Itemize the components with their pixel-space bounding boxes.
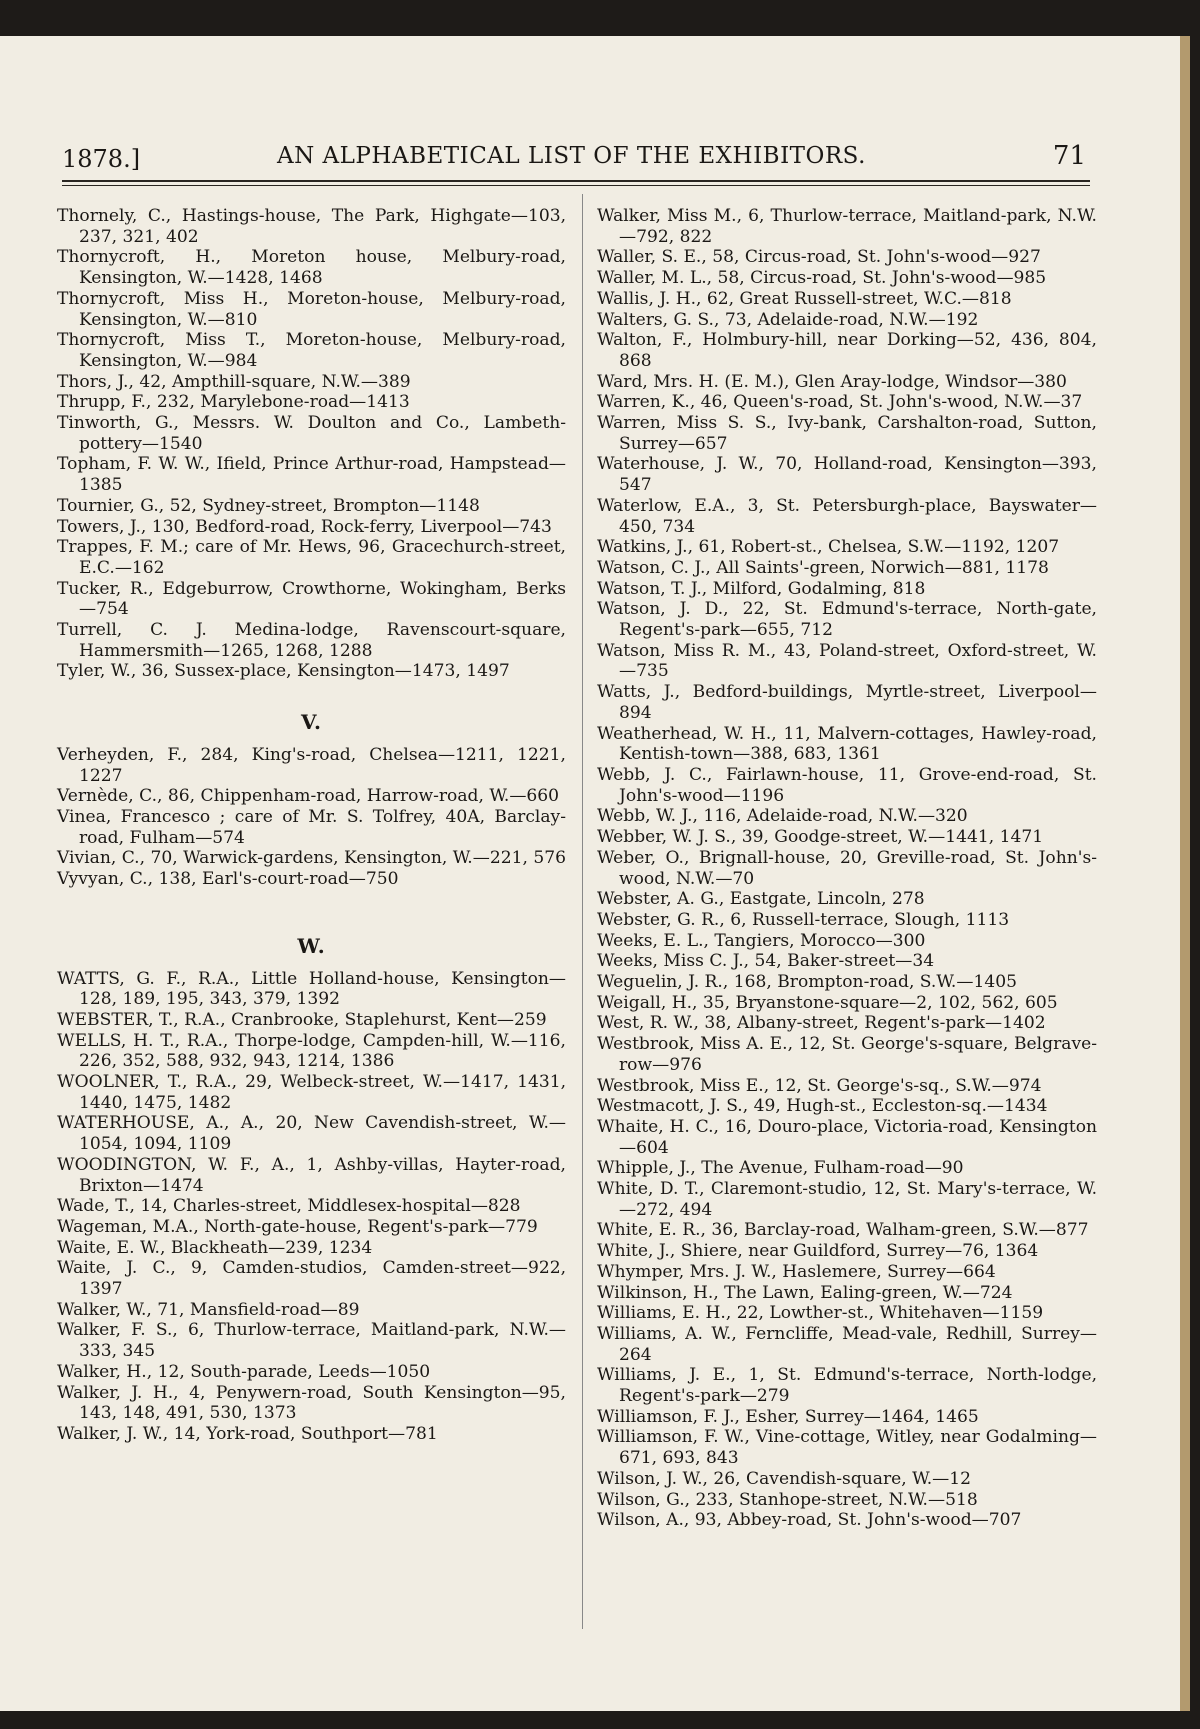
list-item: Watson, C. J., All Saints'-green, Norwich—881, 1178 bbox=[597, 557, 1049, 578]
header-title: AN ALPHABETICAL LIST OF THE EXHIBITORS. bbox=[277, 143, 866, 169]
list-item: Webster, A. G., Eastgate, Lincoln, 278 bbox=[597, 889, 925, 910]
list-item: Waterhouse, J. W., 70, Holland-road, Kensington—393, 547 bbox=[597, 454, 1097, 496]
list-item: WATTS, G. F., R.A., Little Holland-house, Kensington—128, 189, 195, 343, 379, 1392 bbox=[57, 968, 566, 1010]
list-item: Tinworth, G., Messrs. W. Doulton and Co., Lambeth-pottery—1540 bbox=[57, 413, 566, 454]
list-item: Williams, A. W., Ferncliffe, Mead-vale, Redhill, Surrey—264 bbox=[597, 1323, 1097, 1365]
header-rule-thick bbox=[62, 180, 1090, 182]
list-item: Watts, J., Bedford-buildings, Myrtle-street, Liverpool—894 bbox=[597, 682, 1097, 723]
list-item: Warren, Miss S. S., Ivy-bank, Carshalton-road, Sutton, Surrey—657 bbox=[597, 413, 1097, 454]
list-item: Williams, J. E., 1, St. Edmund's-terrace, North-lodge, Regent's-park—279 bbox=[597, 1365, 1097, 1407]
list-item: Thornely, C., Hastings-house, The Park, Highgate—103, 237, 321, 402 bbox=[57, 206, 566, 247]
list-item: Watson, T. J., Milford, Godalming, 818 bbox=[597, 578, 926, 599]
list-item: Warren, K., 46, Queen's-road, St. John's-wood, N.W.—37 bbox=[597, 392, 1083, 413]
list-item: Webber, W. J. S., 39, Goodge-street, W.—1441, 1471 bbox=[597, 827, 1044, 848]
list-item: WELLS, H. T., R.A., Thorpe-lodge, Campden-hill, W.—116, 226, 352, 588, 932, 943, 1214, 1386 bbox=[57, 1030, 566, 1072]
list-item: Williamson, F. W., Vine-cottage, Witley, near Godalming—671, 693, 843 bbox=[597, 1427, 1097, 1469]
list-item: Tyler, W., 36, Sussex-place, Kensington—1473, 1497 bbox=[57, 661, 510, 682]
list-item: Weatherhead, W. H., 11, Malvern-cottages, Hawley-road, Kentish-town—388, 683, 1361 bbox=[597, 723, 1097, 765]
t-entries bbox=[57, 206, 566, 682]
list-item: White, E. R., 36, Barclay-road, Walham-green, S.W.—877 bbox=[597, 1220, 1089, 1241]
list-item: Wilson, J. W., 26, Cavendish-square, W.—12 bbox=[597, 1468, 971, 1489]
list-item: Walker, J. W., 14, York-road, Southport—781 bbox=[57, 1423, 438, 1444]
list-item: WOODINGTON, W. F., A., 1, Ashby-villas, Hayter-road, Brixton—1474 bbox=[57, 1154, 566, 1196]
list-item: Thrupp, F., 232, Marylebone-road—1413 bbox=[57, 392, 410, 413]
list-item: Waite, J. C., 9, Camden-studios, Camden-street—922, 1397 bbox=[57, 1258, 566, 1300]
list-item: Westbrook, Miss A. E., 12, St. George's-square, Belgrave-row—976 bbox=[597, 1034, 1097, 1075]
list-item: Westbrook, Miss E., 12, St. George's-sq., S.W.—974 bbox=[597, 1075, 1042, 1096]
running-header bbox=[62, 137, 1086, 181]
list-item: Tournier, G., 52, Sydney-street, Brompton—1148 bbox=[57, 495, 480, 516]
w-entries bbox=[57, 969, 566, 1445]
list-item: White, J., Shiere, near Guildford, Surrey—76, 1364 bbox=[597, 1241, 1039, 1262]
list-item: WEBSTER, T., R.A., Cranbrooke, Staplehurst, Kent—259 bbox=[57, 1009, 547, 1030]
list-item: Thors, J., 42, Ampthill-square, N.W.—389 bbox=[57, 371, 411, 392]
list-item: Whipple, J., The Avenue, Fulham-road—90 bbox=[597, 1158, 964, 1179]
list-item: Weigall, H., 35, Bryanstone-square—2, 102, 562, 605 bbox=[597, 992, 1058, 1013]
list-item: Tucker, R., Edgeburrow, Crowthorne, Wokingham, Berks—754 bbox=[57, 578, 566, 620]
list-item: Whymper, Mrs. J. W., Haslemere, Surrey—664 bbox=[597, 1261, 996, 1282]
page-number: 71 bbox=[1052, 141, 1086, 171]
list-item: Waller, S. E., 58, Circus-road, St. John's-wood—927 bbox=[597, 247, 1041, 268]
list-item: Weeks, E. L., Tangiers, Morocco—300 bbox=[597, 930, 926, 951]
list-item: Thornycroft, H., Moreton house, Melbury-road, Kensington, W.—1428, 1468 bbox=[57, 247, 566, 289]
list-item: Waller, M. L., 58, Circus-road, St. John's-wood—985 bbox=[597, 268, 1047, 289]
list-item: Wade, T., 14, Charles-street, Middlesex-hospital—828 bbox=[57, 1196, 521, 1217]
list-item: Wilson, A., 93, Abbey-road, St. John's-wood—707 bbox=[597, 1510, 1022, 1531]
list-item: Vinea, Francesco ; care of Mr. S. Tolfrey, 40A, Barclay-road, Fulham—574 bbox=[57, 806, 566, 848]
list-item: Watkins, J., 61, Robert-st., Chelsea, S.W.—1192, 1207 bbox=[597, 537, 1060, 558]
column-divider bbox=[582, 194, 583, 1629]
list-item: Thornycroft, Miss H., Moreton-house, Melbury-road, Kensington, W.—810 bbox=[57, 288, 566, 330]
list-item: Topham, F. W. W., Ifield, Prince Arthur-road, Hampstead—1385 bbox=[57, 454, 566, 496]
list-item: West, R. W., 38, Albany-street, Regent's-park—1402 bbox=[597, 1013, 1046, 1034]
list-item: Walters, G. S., 73, Adelaide-road, N.W.—192 bbox=[597, 309, 979, 330]
left-column bbox=[57, 206, 566, 1445]
list-item: Webb, W. J., 116, Adelaide-road, N.W.—320 bbox=[597, 806, 968, 827]
list-item: Waterlow, E.A., 3, St. Petersburgh-place, Bayswater—450, 734 bbox=[597, 495, 1097, 537]
list-item: White, D. T., Claremont-studio, 12, St. Mary's-terrace, W.—272, 494 bbox=[597, 1179, 1097, 1220]
list-item: Walker, H., 12, South-parade, Leeds—1050 bbox=[57, 1361, 431, 1382]
list-item: Westmacott, J. S., 49, Hugh-st., Eccleston-sq.—1434 bbox=[597, 1096, 1048, 1117]
list-item: WOOLNER, T., R.A., 29, Welbeck-street, W.—1417, 1431, 1440, 1475, 1482 bbox=[57, 1072, 566, 1113]
list-item: Trappes, F. M.; care of Mr. Hews, 96, Gracechurch-street, E.C.—162 bbox=[57, 537, 566, 578]
list-item: Whaite, H. C., 16, Douro-place, Victoria-road, Kensington—604 bbox=[597, 1116, 1097, 1158]
list-item: Williams, E. H., 22, Lowther-st., Whitehaven—1159 bbox=[597, 1303, 1044, 1324]
list-item: WATERHOUSE, A., A., 20, New Cavendish-street, W.—1054, 1094, 1109 bbox=[57, 1113, 566, 1155]
list-item: Towers, J., 130, Bedford-road, Rock-ferry, Liverpool—743 bbox=[57, 516, 552, 537]
list-item: Weber, O., Brignall-house, 20, Greville-road, St. John's-wood, N.W.—70 bbox=[597, 847, 1097, 889]
list-item: Walker, F. S., 6, Thurlow-terrace, Maitland-park, N.W.—333, 345 bbox=[57, 1320, 566, 1362]
list-item: Walker, J. H., 4, Penywern-road, South Kensington—95, 143, 148, 491, 530, 1373 bbox=[57, 1382, 566, 1424]
list-item: Vernède, C., 86, Chippenham-road, Harrow-road, W.—660 bbox=[57, 786, 560, 807]
list-item: Wageman, M.A., North-gate-house, Regent's-park—779 bbox=[57, 1216, 538, 1237]
list-item: Ward, Mrs. H. (E. M.), Glen Aray-lodge, Windsor—380 bbox=[597, 371, 1067, 392]
header-year: 1878.] bbox=[62, 145, 141, 173]
list-item: Vyvyan, C., 138, Earl's-court-road—750 bbox=[57, 869, 399, 890]
list-item: Waite, E. W., Blackheath—239, 1234 bbox=[57, 1237, 373, 1258]
list-item: Vivian, C., 70, Warwick-gardens, Kensington, W.—221, 576 bbox=[57, 848, 566, 869]
list-item: Weguelin, J. R., 168, Brompton-road, S.W.—1405 bbox=[597, 972, 1017, 993]
list-item: Wilson, G., 233, Stanhope-street, N.W.—518 bbox=[597, 1489, 978, 1510]
list-item: Walker, W., 71, Mansfield-road—89 bbox=[57, 1299, 360, 1320]
list-item: Verheyden, F., 284, King's-road, Chelsea—1211, 1221, 1227 bbox=[57, 744, 566, 786]
header-rule-thin bbox=[62, 185, 1090, 186]
list-item: Thornycroft, Miss T., Moreton-house, Melbury-road, Kensington, W.—984 bbox=[57, 330, 566, 371]
list-item: Watson, Miss R. M., 43, Poland-street, Oxford-street, W.—735 bbox=[597, 640, 1097, 682]
list-item: Walton, F., Holmbury-hill, near Dorking—52, 436, 804, 868 bbox=[597, 330, 1097, 371]
list-item: Webster, G. R., 6, Russell-terrace, Slough, 1113 bbox=[597, 909, 1010, 930]
v-entries bbox=[57, 745, 566, 890]
list-item: Williamson, F. J., Esher, Surrey—1464, 1465 bbox=[597, 1406, 979, 1427]
list-item: Watson, J. D., 22, St. Edmund's-terrace, North-gate, Regent's-park—655, 712 bbox=[597, 599, 1097, 641]
right-column bbox=[597, 206, 1097, 1531]
list-item: Wilkinson, H., The Lawn, Ealing-green, W.—724 bbox=[597, 1282, 1013, 1303]
list-item: Walker, Miss M., 6, Thurlow-terrace, Maitland-park, N.W.—792, 822 bbox=[597, 206, 1097, 247]
list-item: Wallis, J. H., 62, Great Russell-street, W.C.—818 bbox=[597, 288, 1012, 309]
list-item: Webb, J. C., Fairlawn-house, 11, Grove-end-road, St. John's-wood—1196 bbox=[597, 764, 1097, 806]
section-heading-v: V. bbox=[301, 710, 322, 735]
book-page bbox=[0, 36, 1190, 1711]
list-item: Turrell, C. J. Medina-lodge, Ravenscourt-square, Hammersmith—1265, 1268, 1288 bbox=[57, 620, 566, 661]
list-item: Weeks, Miss C. J., 54, Baker-street—34 bbox=[597, 951, 935, 972]
section-heading-w: W. bbox=[297, 933, 326, 958]
